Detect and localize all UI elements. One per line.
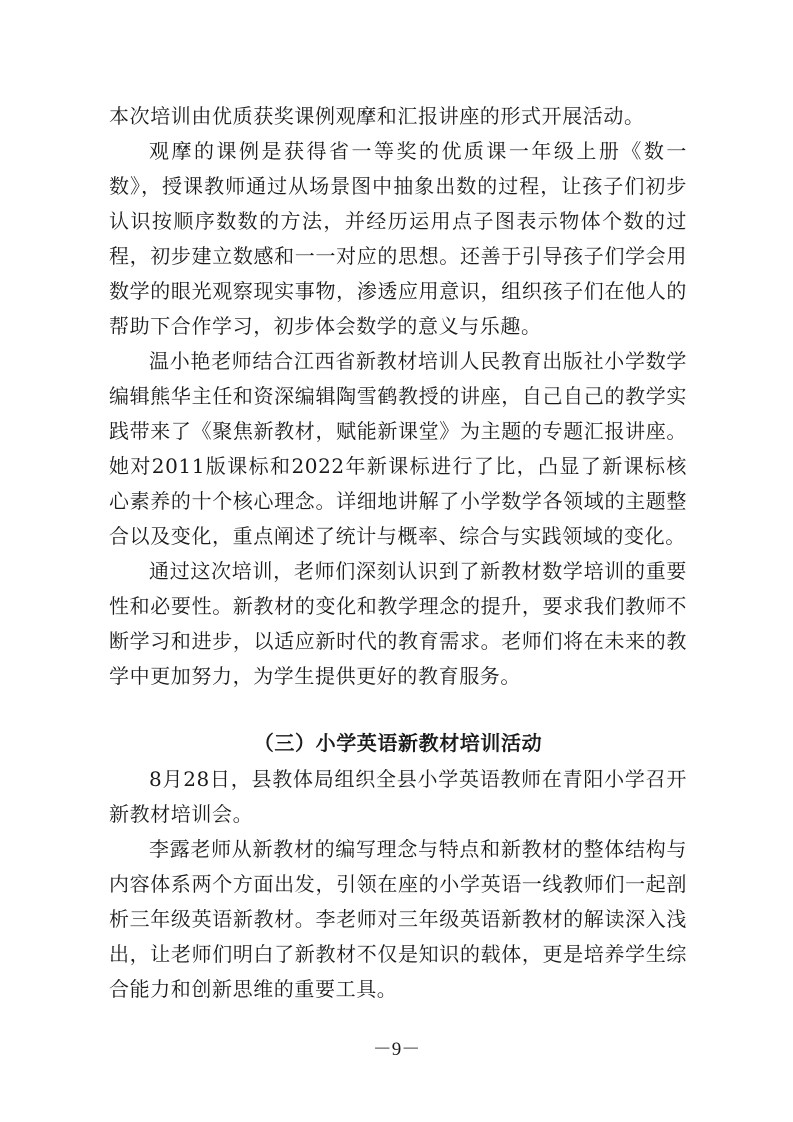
section-heading: （三）小学英语新教材培训活动 [253, 731, 543, 755]
paragraph: 8月28日，县教体局组织全县小学英语教师在青阳小学召开新教材培训会。 [109, 767, 687, 826]
paragraph: 观摩的课例是获得省一等奖的优质课一年级上册《数一数》，授课教师通过从场景图中抽象出数的过程，让孩子们初步认识按顺序数数的方法，并经历运用点子图表示物体个数的过程，初步建立数感和一一对应的思想。还善于引导孩子们学会用数学的眼光观察现实事物，渗透应用意识，组织孩子们在他人的帮助下合作学习，初步体会数学的意义与乐趣。 [109, 139, 687, 338]
page-number: －9－ [372, 1039, 421, 1060]
body-text-part2 [109, 762, 687, 1007]
paragraph: 李露老师从新教材的编写理念与特点和新教材的整体结构与内容体系两个方面出发，引领在座的小学英语一线教师们一起剖析三年级英语新教材。李老师对三年级英语新教材的解读深入浅出，让老师们明白了新教材不仅是知识的载体，更是培养学生综合能力和创新思维的重要工具。 [109, 837, 687, 1001]
paragraph: 通过这次培训，老师们深刻认识到了新教材数学培训的重要性和必要性。新教材的变化和教学理念的提升，要求我们教师不断学习和进步，以适应新时代的教育需求。老师们将在未来的教学中更加努力，为学生提供更好的教育服务。 [109, 559, 687, 688]
paragraph: 本次培训由优质获奖课例观摩和汇报讲座的形式开展活动。 [109, 104, 645, 128]
body-text-part1 [109, 99, 687, 694]
paragraph: 温小艳老师结合江西省新教材培训人民教育出版社小学数学编辑熊华主任和资深编辑陶雪鹤教授的讲座，自己自己的教学实践带来了《聚焦新教材，赋能新课堂》为主题的专题汇报讲座。她对2011版课标和2022年新课标进行了比，凸显了新课标核心素养的十个核心理念。详细地讲解了小学数学各领域的主题整合以及变化，重点阐述了统计与概率、综合与实践领域的变化。 [109, 349, 687, 548]
